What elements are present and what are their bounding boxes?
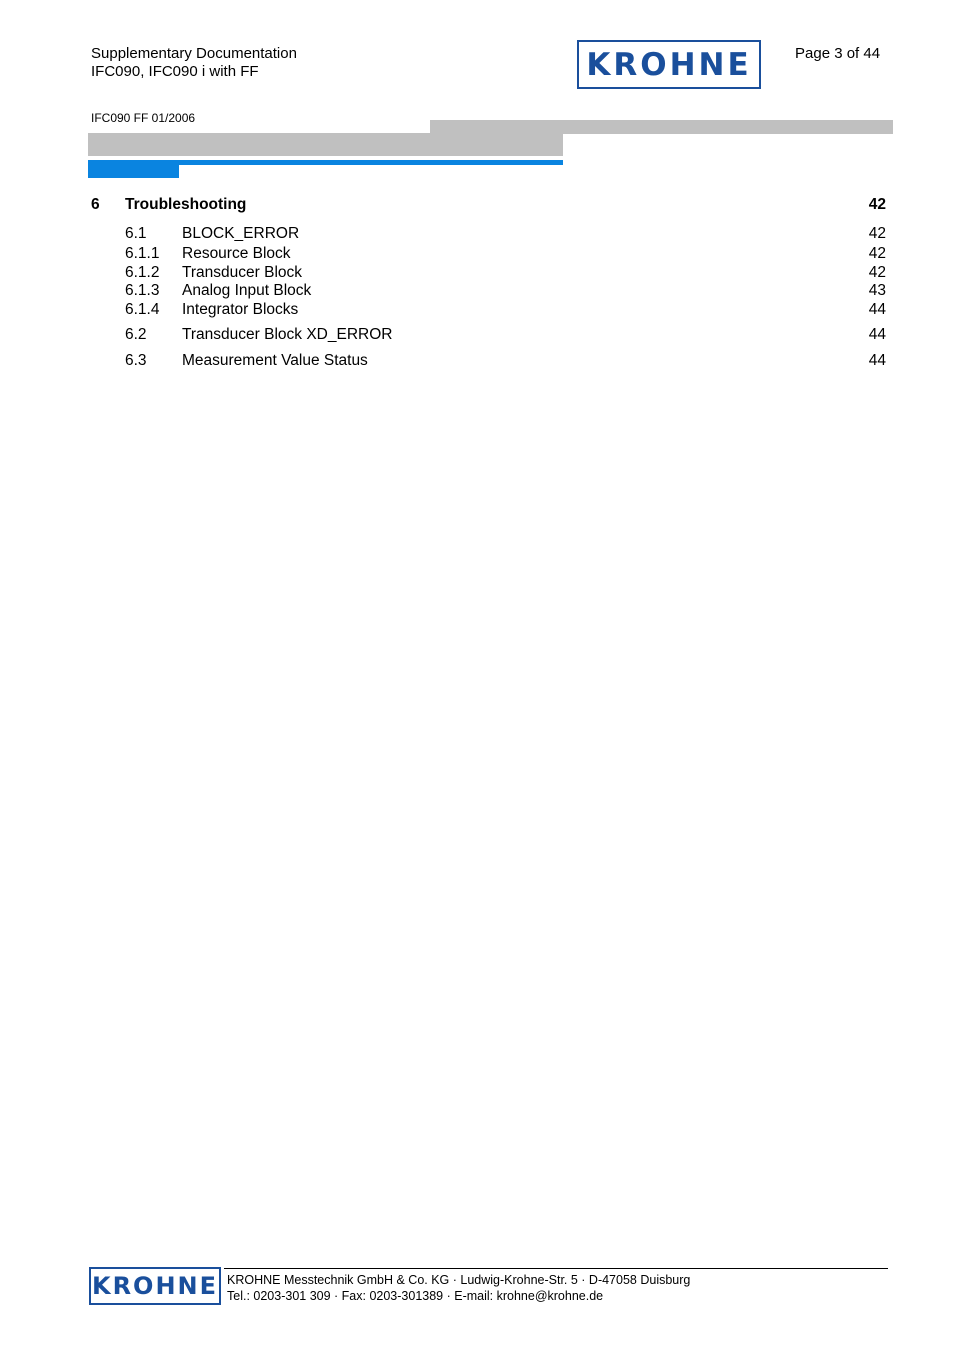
toc-entry-number: 6.1.2 (125, 264, 160, 281)
document-title-line2: IFC090, IFC090 i with FF (91, 63, 259, 80)
toc-entry-number: 6.1.3 (125, 282, 160, 299)
footer-address (227, 1272, 690, 1304)
toc-entry-title: Resource Block (182, 245, 291, 262)
toc-chapter-number: 6 (91, 196, 100, 213)
footer-address-line2: Tel.: 0203-301 309 · Fax: 0203-301389 · E-mail: krohne@krohne.de (227, 1289, 604, 1303)
toc-entry-title: Integrator Blocks (182, 301, 299, 318)
toc-chapter-title: Troubleshooting (125, 196, 247, 213)
toc-entry-title: Measurement Value Status (182, 352, 368, 369)
document-title-line1: Supplementary Documentation (91, 45, 297, 62)
krohne-logo (577, 40, 761, 89)
document-code: IFC090 FF 01/2006 (91, 111, 196, 125)
grey-bar-right (430, 120, 893, 134)
footer-logo-text: KROHNE (91, 1272, 219, 1300)
toc-entry-page: 44 (868, 326, 886, 343)
toc-entry-title: BLOCK_ERROR (182, 225, 300, 242)
toc-entry-number: 6.1.1 (125, 245, 160, 262)
toc-entry-title: Analog Input Block (182, 282, 312, 299)
toc-chapter-page: 42 (868, 196, 886, 213)
toc-entry-number: 6.3 (125, 352, 147, 369)
toc-entry-number: 6.2 (125, 326, 147, 343)
toc-entry-page: 42 (868, 245, 886, 262)
toc-entry-page: 44 (868, 301, 886, 318)
toc-entry-title: Transducer Block XD_ERROR (182, 326, 393, 343)
toc-entry-page: 42 (868, 264, 886, 281)
footer-divider (224, 1268, 888, 1269)
toc-entry-page: 42 (868, 225, 886, 242)
page-number: Page 3 of 44 (795, 45, 881, 62)
footer-address-line1: KROHNE Messtechnik GmbH & Co. KG · Ludwig-Krohne-Str. 5 · D-47058 Duisburg (227, 1273, 691, 1287)
krohne-logo-text: KROHNE (586, 46, 752, 83)
blue-block (88, 165, 179, 178)
document-title (91, 45, 297, 81)
toc-entry-number: 6.1.4 (125, 301, 160, 318)
toc-entry-page: 43 (868, 282, 886, 299)
grey-bar-left (88, 133, 563, 156)
toc-entry-title: Transducer Block (182, 264, 303, 281)
toc-entry-number: 6.1 (125, 225, 147, 242)
footer-krohne-logo (89, 1267, 221, 1305)
toc-entry-page: 44 (868, 352, 886, 369)
